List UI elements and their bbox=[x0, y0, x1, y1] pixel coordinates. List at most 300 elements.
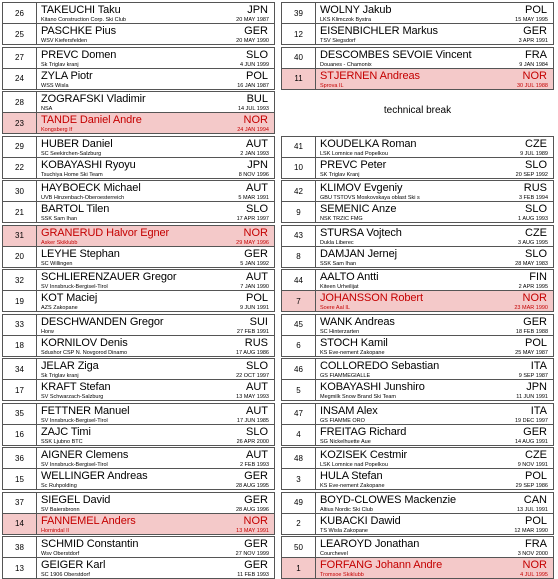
athlete-row bbox=[281, 201, 554, 223]
athlete-club: AZS Zakopane bbox=[41, 305, 78, 311]
athlete-row bbox=[281, 2, 554, 24]
athlete-row bbox=[281, 314, 554, 336]
bib-number: 21 bbox=[3, 202, 37, 222]
athlete-row bbox=[2, 91, 275, 113]
athlete-name: PREVC Domen bbox=[41, 48, 117, 61]
athlete-row bbox=[281, 290, 554, 312]
athlete-birthdate: 12 MAR 1990 bbox=[514, 527, 548, 534]
athlete-nation: FRA bbox=[525, 538, 547, 550]
athlete-name: INSAM Alex bbox=[320, 404, 378, 417]
athlete-nation: GER bbox=[523, 425, 547, 438]
bib-number: 4 bbox=[282, 425, 316, 445]
athlete-birthdate: 28 MAY 1983 bbox=[515, 260, 548, 267]
athlete-nation: NOR bbox=[243, 114, 268, 126]
athlete-row bbox=[2, 269, 275, 291]
athlete-name: SCHLIERENZAUER Gregor bbox=[41, 271, 177, 283]
athlete-club: SSK Ljubno BTC bbox=[41, 438, 83, 445]
athlete-row bbox=[2, 379, 275, 401]
athlete-name: KOZISEK Cestmir bbox=[320, 449, 408, 461]
athlete-birthdate: 13 MAY 1993 bbox=[236, 394, 269, 400]
athlete-club: Horw bbox=[41, 328, 54, 335]
athlete-club: GS FIAMMEGIALLE bbox=[320, 373, 371, 379]
athlete-row bbox=[2, 314, 275, 336]
athlete-club: SV Innsbruck-Bergisel-Tirol bbox=[41, 462, 108, 468]
athlete-club: SSK Sam Ihan bbox=[320, 260, 357, 267]
athlete-name: ZAJC Timi bbox=[41, 425, 91, 438]
athlete-nation: SLO bbox=[524, 158, 547, 171]
bib-number: 9 bbox=[282, 202, 316, 222]
athlete-birthdate: 17 APR 1997 bbox=[236, 216, 269, 222]
athlete-name: SIEGEL David bbox=[41, 493, 111, 506]
athlete-row bbox=[2, 2, 275, 24]
athlete-birthdate: 14 AUG 1991 bbox=[514, 438, 548, 445]
athlete-club: Altius Nordic Ski Club bbox=[320, 506, 373, 513]
athlete-club: WSV Kiefersfelden bbox=[41, 38, 88, 44]
bib-number: 28 bbox=[3, 92, 37, 112]
athlete-club: SC Seekirchen-Salzburg bbox=[41, 150, 102, 157]
athlete-row bbox=[2, 180, 275, 202]
athlete-name: HULA Stefan bbox=[320, 470, 383, 482]
bib-number: 29 bbox=[3, 137, 37, 157]
athlete-row bbox=[281, 403, 554, 425]
athlete-name: TAKEUCHI Taku bbox=[41, 4, 121, 16]
athlete-name: PREVC Peter bbox=[320, 158, 387, 171]
athlete-birthdate: 20 MAY 1990 bbox=[236, 38, 269, 44]
athlete-nation: POL bbox=[524, 4, 547, 16]
athlete-nation: CZE bbox=[525, 449, 547, 461]
athlete-birthdate: 9 SEP 1987 bbox=[518, 373, 548, 379]
athlete-nation: SLO bbox=[245, 360, 268, 372]
athlete-row bbox=[281, 557, 554, 579]
bib-number: 46 bbox=[282, 359, 316, 379]
athlete-nation: GER bbox=[244, 559, 268, 571]
athlete-name: KOT Maciej bbox=[41, 292, 98, 304]
bib-number: 31 bbox=[3, 226, 37, 246]
bib-number: 33 bbox=[3, 315, 37, 335]
athlete-row bbox=[281, 269, 554, 291]
athlete-birthdate: 25 MAY 1987 bbox=[515, 349, 548, 356]
athlete-name: FETTNER Manuel bbox=[41, 404, 130, 417]
athlete-name: FANNEMEL Anders bbox=[41, 514, 136, 527]
athlete-club: SV Baiersbronn bbox=[41, 506, 80, 513]
athlete-birthdate: 18 FEB 1988 bbox=[515, 328, 548, 335]
athlete-name: STJERNEN Andreas bbox=[320, 69, 420, 82]
athlete-name: STURSA Vojtech bbox=[320, 226, 402, 239]
athlete-birthdate: 9 NOV 1991 bbox=[517, 462, 548, 468]
athlete-row bbox=[281, 225, 554, 247]
bib-number: 36 bbox=[3, 448, 37, 468]
athlete-club: Kiteen Urheilijat bbox=[320, 284, 359, 290]
bib-number: 18 bbox=[3, 336, 37, 356]
bib-number: 35 bbox=[3, 404, 37, 424]
athlete-name: GRANERUD Halvor Egner bbox=[41, 226, 170, 239]
bib-number: 32 bbox=[3, 270, 37, 290]
bib-number: 1 bbox=[282, 558, 316, 578]
athlete-club: SC Willingen bbox=[41, 260, 73, 267]
athlete-row bbox=[2, 23, 275, 45]
athlete-nation: POL bbox=[524, 514, 547, 527]
athlete-nation: BUL bbox=[246, 93, 268, 105]
athlete-birthdate: 15 MAY 1995 bbox=[515, 17, 548, 23]
athlete-name: FREITAG Richard bbox=[320, 425, 407, 438]
athlete-row bbox=[281, 513, 554, 535]
athlete-row bbox=[2, 536, 275, 558]
athlete-row bbox=[2, 358, 275, 380]
athlete-row bbox=[2, 403, 275, 425]
bib-number: 19 bbox=[3, 291, 37, 311]
athlete-name: STOCH Kamil bbox=[320, 336, 388, 349]
athlete-nation: NOR bbox=[522, 559, 547, 571]
athlete-birthdate: 9 JAN 1984 bbox=[519, 61, 548, 68]
athlete-nation: AUT bbox=[246, 271, 268, 283]
athlete-club: SV Innsbruck-Bergisel-Tirol bbox=[41, 284, 108, 290]
athlete-name: KOBAYASHI Junshiro bbox=[320, 381, 425, 393]
athlete-birthdate: 16 JAN 1987 bbox=[237, 82, 269, 89]
athlete-nation: GER bbox=[244, 25, 268, 37]
athlete-birthdate: 3 FEB 1994 bbox=[518, 195, 548, 201]
athlete-birthdate: 9 JUN 1991 bbox=[239, 305, 269, 311]
athlete-nation: NOR bbox=[522, 292, 547, 304]
athlete-birthdate: 13 MAY 1991 bbox=[236, 527, 269, 534]
athlete-birthdate: 17 JUN 1985 bbox=[236, 417, 269, 424]
athlete-birthdate: 27 FEB 1991 bbox=[236, 328, 269, 335]
athlete-club: SC 1906 Oberstdorf bbox=[41, 572, 90, 578]
athlete-name: WOLNY Jakub bbox=[320, 4, 392, 16]
athlete-row bbox=[281, 424, 554, 446]
athlete-birthdate: 14 JUL 1993 bbox=[238, 106, 269, 112]
bib-number: 3 bbox=[282, 469, 316, 489]
athlete-nation: NOR bbox=[243, 226, 268, 239]
bib-number: 12 bbox=[282, 24, 316, 44]
athlete-birthdate: 23 MAR 1990 bbox=[514, 305, 548, 311]
athlete-birthdate: 11 JUN 1991 bbox=[516, 394, 548, 400]
athlete-birthdate: 5 MAR 1991 bbox=[238, 195, 269, 201]
bib-number: 38 bbox=[3, 537, 37, 557]
athlete-club: Hornindal Il bbox=[41, 527, 69, 534]
athlete-birthdate: 17 AUG 1986 bbox=[235, 349, 269, 356]
athlete-nation: ITA bbox=[530, 404, 547, 417]
athlete-club: Kitano Construction Corp. Ski Club bbox=[41, 17, 126, 23]
athlete-name: BARTOL Tilen bbox=[41, 203, 110, 215]
athlete-row bbox=[281, 180, 554, 202]
athlete-name: DESCHWANDEN Gregor bbox=[41, 315, 164, 328]
bib-number: 22 bbox=[3, 158, 37, 178]
athlete-club: Sdushor CSP N. Novgorod Dinamo bbox=[41, 349, 128, 356]
athlete-row bbox=[281, 379, 554, 401]
athlete-nation: AUT bbox=[246, 137, 268, 150]
athlete-row bbox=[2, 225, 275, 247]
athlete-name: KRAFT Stefan bbox=[41, 381, 111, 393]
athlete-row bbox=[2, 557, 275, 579]
bib-number: 41 bbox=[282, 137, 316, 157]
bib-number: 5 bbox=[282, 380, 316, 400]
athlete-name: KLIMOV Evgeniy bbox=[320, 182, 403, 194]
athlete-name: HAYBOECK Michael bbox=[41, 182, 141, 194]
athlete-row bbox=[281, 358, 554, 380]
bib-number: 26 bbox=[3, 3, 37, 23]
athlete-nation: SLO bbox=[245, 425, 268, 438]
athlete-name: SCHMID Constantin bbox=[41, 538, 139, 550]
athlete-club: TSV Siegsdorf bbox=[320, 38, 356, 44]
athlete-nation: NOR bbox=[522, 69, 547, 82]
athlete-nation: AUT bbox=[246, 381, 268, 393]
athlete-birthdate: 3 APR 1991 bbox=[518, 38, 548, 44]
athlete-club: TS Wisla Zakopane bbox=[320, 527, 368, 534]
athlete-club: Sprova IL bbox=[320, 82, 344, 89]
athlete-name: HUBER Daniel bbox=[41, 137, 113, 150]
bib-number: 10 bbox=[282, 158, 316, 178]
athlete-name: TANDE Daniel Andre bbox=[41, 114, 142, 126]
bib-number: 49 bbox=[282, 493, 316, 513]
athlete-nation: POL bbox=[524, 336, 547, 349]
athlete-nation: SLO bbox=[524, 203, 547, 215]
athlete-row bbox=[2, 492, 275, 514]
athlete-club: LSK Lomnice nad Popelkou bbox=[320, 462, 388, 468]
bib-number: 47 bbox=[282, 404, 316, 424]
athlete-birthdate: 29 SEP 1986 bbox=[515, 483, 548, 489]
athlete-club: Kongsberg If bbox=[41, 127, 73, 133]
bib-number: 24 bbox=[3, 69, 37, 89]
athlete-nation: POL bbox=[245, 292, 268, 304]
athlete-row bbox=[281, 246, 554, 268]
athlete-nation: SLO bbox=[245, 48, 268, 61]
bib-number: 48 bbox=[282, 448, 316, 468]
bib-number: 50 bbox=[282, 537, 316, 557]
athlete-name: KOBAYASHI Ryoyu bbox=[41, 158, 136, 171]
athlete-club: NSA bbox=[41, 106, 53, 112]
athlete-birthdate: 28 AUG 1996 bbox=[235, 506, 269, 513]
athlete-name: FORFANG Johann Andre bbox=[320, 559, 443, 571]
athlete-name: DESCOMBES SEVOIE Vincent bbox=[320, 48, 472, 61]
athlete-nation: GER bbox=[244, 493, 268, 506]
bib-number: 2 bbox=[282, 514, 316, 534]
athlete-club: SK Triglav Kranj bbox=[320, 171, 360, 178]
athlete-row bbox=[281, 157, 554, 179]
athlete-nation: JPN bbox=[526, 381, 547, 393]
bib-number: 15 bbox=[3, 469, 37, 489]
athlete-birthdate: 2 JAN 1993 bbox=[240, 150, 269, 157]
athlete-name: AIGNER Clemens bbox=[41, 449, 129, 461]
athlete-birthdate: 20 SEP 1992 bbox=[515, 171, 548, 178]
athlete-row bbox=[2, 513, 275, 535]
bib-number: 34 bbox=[3, 359, 37, 379]
athlete-nation: GER bbox=[244, 538, 268, 550]
athlete-row bbox=[2, 290, 275, 312]
athlete-club: Megmilk Snow Brand Ski Team bbox=[320, 394, 397, 400]
athlete-birthdate: 13 JUL 1991 bbox=[517, 506, 548, 513]
athlete-club: KS Eve-nement Zakopane bbox=[320, 483, 385, 489]
athlete-birthdate: 27 NOV 1999 bbox=[235, 551, 269, 557]
athlete-club: NSK TRZIC FMG bbox=[320, 216, 363, 222]
athlete-row bbox=[281, 23, 554, 45]
athlete-club: SV Schwarzach-Salzburg bbox=[41, 394, 104, 400]
athlete-row bbox=[281, 492, 554, 514]
athlete-name: JOHANSSON Robert bbox=[320, 292, 423, 304]
athlete-club: WSS Wisla bbox=[41, 82, 69, 89]
athlete-birthdate: 1 AUG 1993 bbox=[518, 216, 548, 222]
athlete-club: GS FIAMME ORO bbox=[320, 417, 365, 424]
athlete-nation: AUT bbox=[246, 404, 268, 417]
athlete-row bbox=[2, 447, 275, 469]
athlete-name: WANK Andreas bbox=[320, 315, 395, 328]
athlete-club: Tromsoe Skiklubb bbox=[320, 572, 364, 578]
athlete-birthdate: 3 NOV 2000 bbox=[517, 551, 548, 557]
athlete-birthdate: 4 JUN 1999 bbox=[239, 61, 269, 68]
athlete-club: GBU TSTOVS Moskovskaya oblast Ski s bbox=[320, 195, 420, 201]
athlete-name: COLLOREDO Sebastian bbox=[320, 360, 440, 372]
athlete-club: Tsuchiya Home Ski Team bbox=[41, 171, 103, 178]
athlete-club: LSK Lomnice nad Popelkou bbox=[320, 150, 388, 157]
athlete-birthdate: 9 JUL 1989 bbox=[520, 150, 548, 157]
bib-number: 11 bbox=[282, 69, 316, 89]
athlete-name: KOUDELKA Roman bbox=[320, 137, 417, 150]
bib-number: 6 bbox=[282, 336, 316, 356]
athlete-name: JELAR Ziga bbox=[41, 360, 99, 372]
athlete-row bbox=[2, 246, 275, 268]
athlete-nation: NOR bbox=[243, 514, 268, 527]
athlete-nation: ITA bbox=[530, 360, 547, 372]
athlete-nation: GER bbox=[523, 315, 547, 328]
athlete-name: KORNILOV Denis bbox=[41, 336, 128, 349]
athlete-row bbox=[281, 335, 554, 357]
athlete-club: KS Eve-nement Zakopane bbox=[320, 349, 385, 356]
bib-number: 25 bbox=[3, 24, 37, 44]
athlete-club: SV Innsbruck-Bergisel-Tirol bbox=[41, 417, 108, 424]
athlete-row bbox=[2, 68, 275, 90]
athlete-nation: CAN bbox=[523, 493, 547, 506]
athlete-club: Asker Skiklubb bbox=[41, 239, 78, 246]
athlete-nation: POL bbox=[524, 470, 547, 482]
athlete-club: Douanes - Chamonix bbox=[320, 61, 372, 68]
bib-number: 39 bbox=[282, 3, 316, 23]
athlete-row bbox=[2, 468, 275, 490]
bib-number: 16 bbox=[3, 425, 37, 445]
athlete-birthdate: 26 APR 2000 bbox=[236, 438, 269, 445]
athlete-club: Sc Ruhpolding bbox=[41, 483, 77, 489]
athlete-birthdate: 11 FEB 1993 bbox=[237, 572, 269, 578]
bib-number: 17 bbox=[3, 380, 37, 400]
bib-number: 8 bbox=[282, 247, 316, 267]
athlete-row bbox=[281, 536, 554, 558]
athlete-nation: SLO bbox=[245, 203, 268, 215]
athlete-nation: GER bbox=[244, 470, 268, 482]
athlete-row bbox=[2, 47, 275, 69]
athlete-club: SC Hinterzarten bbox=[320, 328, 360, 335]
bib-number: 27 bbox=[3, 48, 37, 68]
athlete-name: BOYD-CLOWES Mackenzie bbox=[320, 493, 457, 506]
athlete-birthdate: 7 JAN 1990 bbox=[240, 284, 269, 290]
athlete-row bbox=[281, 136, 554, 158]
athlete-name: DAMJAN Jernej bbox=[320, 247, 397, 260]
athlete-name: AALTO Antti bbox=[320, 271, 379, 283]
athlete-birthdate: 20 MAY 1987 bbox=[236, 17, 269, 23]
athlete-row bbox=[281, 47, 554, 69]
athlete-nation: SLO bbox=[524, 247, 547, 260]
athlete-row bbox=[2, 112, 275, 134]
athlete-nation: GER bbox=[244, 247, 268, 260]
athlete-nation: RUS bbox=[523, 182, 547, 194]
athlete-club: LKS Klimczok Bystra bbox=[320, 17, 372, 23]
bib-number: 40 bbox=[282, 48, 316, 68]
athlete-row bbox=[281, 468, 554, 490]
athlete-nation: AUT bbox=[246, 182, 268, 194]
athlete-club: Soere Aal IL bbox=[320, 305, 350, 311]
athlete-row bbox=[2, 157, 275, 179]
athlete-club: Courchevel bbox=[320, 551, 348, 557]
bib-number: 45 bbox=[282, 315, 316, 335]
athlete-name: EISENBICHLER Markus bbox=[320, 25, 438, 37]
athlete-birthdate: 30 JUL 1988 bbox=[517, 82, 548, 89]
athlete-row bbox=[281, 68, 554, 90]
athlete-club: Dukla Liberec bbox=[320, 239, 354, 246]
athlete-name: SEMENIC Anze bbox=[320, 203, 397, 215]
athlete-birthdate: 19 DEC 1997 bbox=[514, 417, 548, 424]
athlete-nation: FIN bbox=[529, 271, 547, 283]
athlete-name: PASCHKE Pius bbox=[41, 25, 117, 37]
athlete-birthdate: 29 MAY 1996 bbox=[236, 239, 269, 246]
technical-break-label: technical break bbox=[383, 105, 452, 116]
bib-number: 7 bbox=[282, 291, 316, 311]
athlete-nation: RUS bbox=[244, 336, 268, 349]
athlete-nation: CZE bbox=[525, 226, 547, 239]
athlete-birthdate: 5 JAN 1992 bbox=[240, 260, 269, 267]
athlete-name: ZYLA Piotr bbox=[41, 69, 93, 82]
bib-number: 14 bbox=[3, 514, 37, 534]
athlete-name: GEIGER Karl bbox=[41, 559, 106, 571]
athlete-name: WELLINGER Andreas bbox=[41, 470, 148, 482]
athlete-name: ZOGRAFSKI Vladimir bbox=[41, 93, 146, 105]
athlete-birthdate: 22 OCT 1997 bbox=[236, 373, 269, 379]
athlete-club: Sk Triglav kranj bbox=[41, 61, 79, 68]
athlete-club: Wsv Oberstdorf bbox=[41, 551, 80, 557]
bib-number: 20 bbox=[3, 247, 37, 267]
athlete-birthdate: 2 FEB 1993 bbox=[239, 462, 269, 468]
athlete-birthdate: 3 AUG 1995 bbox=[518, 239, 548, 246]
athlete-nation: SUI bbox=[249, 315, 268, 328]
bib-number: 37 bbox=[3, 493, 37, 513]
bib-number: 13 bbox=[3, 558, 37, 578]
athlete-name: LEYHE Stephan bbox=[41, 247, 120, 260]
athlete-birthdate: 4 JUL 1995 bbox=[520, 572, 548, 578]
athlete-nation: POL bbox=[245, 69, 268, 82]
athlete-nation: CZE bbox=[525, 137, 547, 150]
bib-number: 30 bbox=[3, 181, 37, 201]
athlete-nation: JPN bbox=[247, 158, 268, 171]
athlete-club: Sk Triglav kranj bbox=[41, 373, 79, 379]
athlete-row bbox=[2, 335, 275, 357]
athlete-nation: FRA bbox=[525, 48, 547, 61]
athlete-club: SSK Sam Ihan bbox=[41, 216, 78, 222]
athlete-row bbox=[2, 136, 275, 158]
athlete-row bbox=[281, 447, 554, 469]
athlete-birthdate: 8 NOV 1996 bbox=[238, 171, 269, 178]
athlete-name: LEAROYD Jonathan bbox=[320, 538, 420, 550]
athlete-club: UVB Hinzenbach-Oberoesterreich bbox=[41, 195, 125, 201]
athlete-birthdate: 28 AUG 1995 bbox=[235, 483, 269, 489]
bib-number: 23 bbox=[3, 113, 37, 133]
athlete-nation: AUT bbox=[246, 449, 268, 461]
athlete-row bbox=[2, 201, 275, 223]
bib-number: 42 bbox=[282, 181, 316, 201]
athlete-name: KUBACKI Dawid bbox=[320, 514, 401, 527]
athlete-nation: JPN bbox=[247, 4, 268, 16]
bib-number: 44 bbox=[282, 270, 316, 290]
athlete-birthdate: 24 JAN 1994 bbox=[237, 127, 269, 133]
athlete-nation: GER bbox=[523, 25, 547, 37]
athlete-birthdate: 2 APR 1995 bbox=[518, 284, 548, 290]
athlete-club: SG Nickelhuette Aue bbox=[320, 438, 371, 445]
bib-number: 43 bbox=[282, 226, 316, 246]
